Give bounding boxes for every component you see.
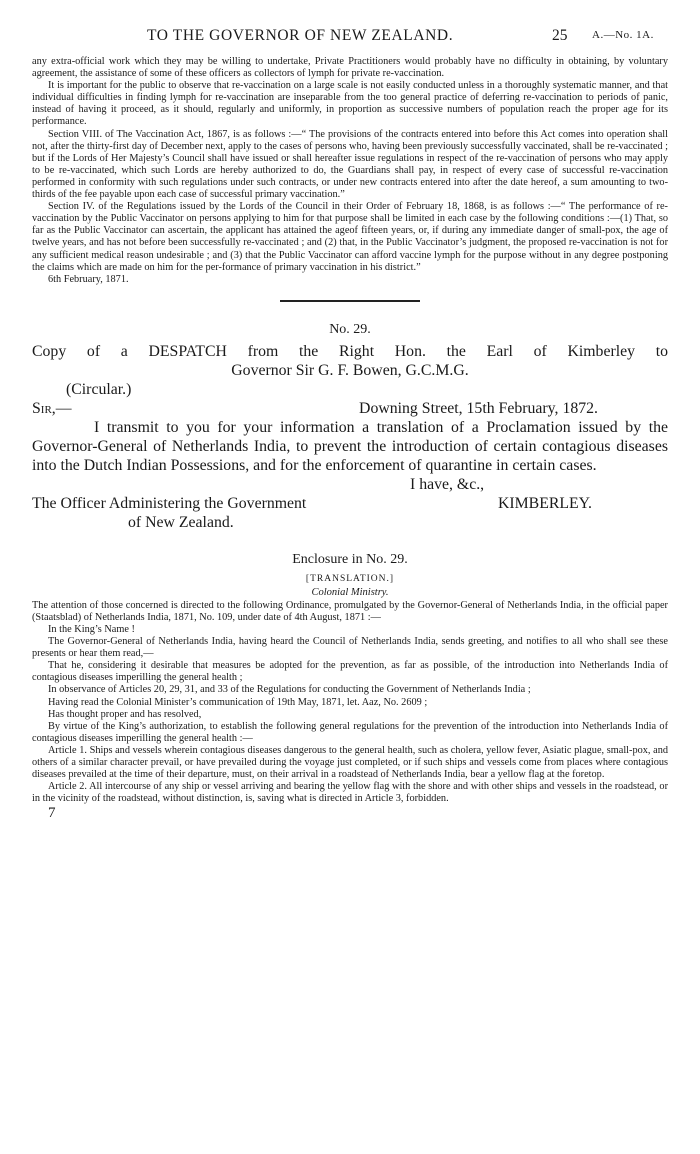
- document-reference: A.—No. 1A.: [592, 29, 654, 41]
- document-page: [32, 0, 668, 822]
- salutation-row: [32, 399, 668, 418]
- page-header: [32, 0, 668, 52]
- recipient-line-1: The Officer Administering the Government: [32, 494, 307, 512]
- paragraph: Has thought proper and has resolved,: [48, 708, 202, 720]
- recipient-line-2: of New Zealand.: [128, 513, 234, 531]
- despatch-body: I transmit to you for your information a translation of a Proclamation issued by the Governor-General of Netherlands India, to prevent the introduction of certain contagious diseases into the Dutch Indian Possessions, and for the enforcement of quarantine in certain cases.: [32, 418, 668, 474]
- paragraph: any extra-official work which they may be willing to undertake, Private Practitioners would probably have no difficulty in obtaining, by voluntary agreement, the assistance of some of these officers as collectors of lymph for private re-vaccination.: [32, 56, 668, 80]
- paragraph: The attention of those concerned is directed to the following Ordinance, promulgated by the Governor-General of Netherlands India, in the official paper (Staatsblad) of Netherlands India, 1871, No. 109, under date of 4th August, 1871 :—: [32, 599, 668, 623]
- circular-label: (Circular.): [66, 380, 132, 398]
- paragraph: Article 1. Ships and vessels wherein contagious diseases dangerous to the general health, such as cholera, yellow fever, Asiatic plague, small-pox, and others of a similar character prevail, or have prevailed during the voyage just completed, or if such ships and vessels come from places where contagious diseases prevailed at the time of their departure, must, on their arrival in a roadstead of Netherlands India, bear a yellow flag at the foretop.: [32, 744, 668, 781]
- enclosure-body: [32, 600, 668, 806]
- paragraph: Having read the Colonial Minister’s communication of 19th May, 1871, let. Aaz, No. 2609 ;: [48, 696, 428, 708]
- paragraph: Section VIII. of The Vaccination Act, 1867, is as follows :—“ The provisions of the contracts entered into before this Act comes into operation shall not, after the thirty-first day of December next, apply to the cases of persons who, having been previously successfully vaccinated, shall be re-vaccinated ; but if the Lords of Her Majesty’s Council shall have issued or shall hereafter issue regulations in respect of the re-vaccination of persons who may apply to be re-vaccinated, which such Lords are hereby authorized to do, the Guardians shall pay, in respect of every case of successful re-vaccination performed in conformity with such regulations under such contracts, or under new contracts entered into after the date hereof, a sum amounting to two-thirds of the fee payable upon each case of successful primary vaccination.”: [32, 128, 668, 201]
- despatch-title-line-1: Copy of a DESPATCH from the Right Hon. the Earl of Kimberley to: [32, 342, 668, 360]
- despatch-title-line-2: Governor Sir G. F. Bowen, G.C.M.G.: [231, 361, 469, 379]
- enclosure-title: Enclosure in No. 29.: [292, 551, 408, 567]
- signature: KIMBERLEY.: [497, 494, 592, 512]
- despatch: [32, 342, 668, 532]
- section-divider: [280, 300, 420, 302]
- despatch-number: No. 29.: [329, 321, 371, 337]
- paragraph: The Governor-General of Netherlands India, having heard the Council of Netherlands India, sends greeting, and notifies to all who shall see these presents or hear them read,—: [32, 636, 668, 660]
- signature-mark: 7: [48, 805, 56, 822]
- paragraph: By virtue of the King’s authorization, to establish the following general regulations for the prevention of the introduction into Netherlands India of contagious diseases imperilling the general health :—: [32, 720, 668, 744]
- translation-label: [TRANSLATION.]: [305, 573, 395, 584]
- date-line: 6th February, 1871.: [48, 273, 129, 285]
- paragraph: In the King’s Name !: [48, 623, 135, 635]
- enclosure-subtitle: Colonial Ministry.: [311, 586, 389, 598]
- paragraph: That he, considering it desirable that measures be adopted for the prevention, as far as possible, of the introduction into Netherlands India of contagious diseases imperilling the general health ;: [32, 660, 668, 684]
- address-date: Downing Street, 15th February, 1872.: [359, 399, 598, 417]
- page-number: 25: [552, 27, 568, 44]
- salutation: Sir,—: [32, 399, 72, 417]
- closing: I have, &c.,: [410, 475, 485, 493]
- paragraph: Section IV. of the Regulations issued by the Lords of the Council in their Order of February 18, 1868, is as follows :—“ The performance of re-vaccination by the Public Vaccinator on persons applying to him for that purpose shall be limited in each case by the following conditions :—(1) That, so far as the Public Vaccinator can ascertain, the applicant has attained the ageof fifteen years, or, if during any immediate danger of small-pox, the age of twelve years, and has not before been successfully re-vaccinated ; and (2) that, in the Public Vaccinator’s judgment, the proposed re-vaccination is not for any sufficient medical reason undesirable ; and (3) that the Public Vaccinator can afford vaccine lymph for the purpose without in any degree postponing the claims which are made on him for the per-formance of primary vaccination in his district.”: [32, 201, 668, 273]
- paragraph: Article 2. All intercourse of any ship or vessel arriving and bearing the yellow flag with the shore and with other ships and vessels in the roadstead, or in the vicinity of the roadstead, without distinction, is, saving what is directed in Article 3, forbidden.: [32, 781, 668, 805]
- paragraph: In observance of Articles 20, 29, 31, and 33 of the Regulations for conducting the Government of Netherlands India ;: [48, 684, 531, 696]
- recipient-row: [32, 494, 668, 513]
- top-section: [32, 56, 668, 286]
- header-title: TO THE GOVERNOR OF NEW ZEALAND.: [147, 27, 454, 44]
- paragraph: It is important for the public to observe that re-vaccination on a large scale is not easily conducted unless in a thoroughly systematic manner, and that individual difficulties in finding lymph for re-vaccination are inseparable from the too general practice of deferring re-vaccination to periods of panic, instead of having it proceed, as it should, regularly and uniformly, in proportion as successive numbers of population reach the proper age for its performance.: [32, 80, 668, 128]
